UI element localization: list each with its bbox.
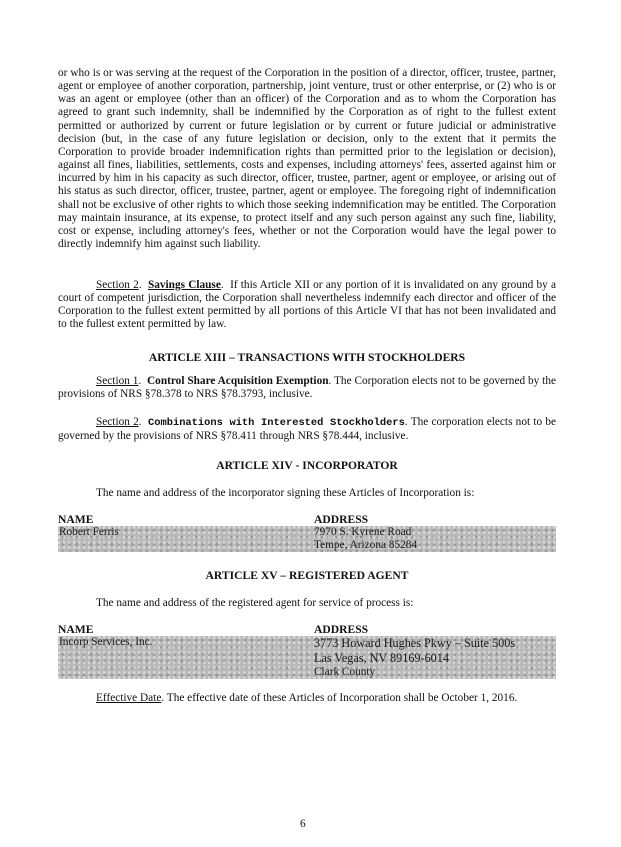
control-share-paragraph: Section 1. Control Share Acquisition Exemption. The Corporation elects not to be governed by the provisions of NRS §78.378 to NRS §78.3793, inclusive. [58,375,556,401]
combinations-title: Combinations with Interested Stockholders [148,417,405,429]
incorporator-name-header: NAME [58,513,94,526]
registered-agent-intro: The name and address of the registered agent for service of process is: [96,597,414,609]
effective-date-paragraph: Effective Date. The effective date of these Articles of Incorporation shall be October 1, 2016. [96,692,518,704]
section-2-label: Section 2 [96,279,139,291]
incorporator-intro: The name and address of the incorporator signing these Articles of Incorporation is: [96,487,475,499]
effective-date-text: The effective date of these Articles of Incorporation shall be October 1, 2016. [166,692,518,704]
savings-clause-paragraph: Section 2. Savings Clause. If this Article XII or any portion of it is invalidated on any ground by a court of competent jurisdiction, the Corporation shall nevertheless indemnify each director and officer of the Corporation to the fullest extent permitted by all portions of this Article VI that has not been invalidated and to the fullest extent permitted by law. [58,279,556,331]
page-number: 6 [300,818,306,830]
combinations-text: The corporation elects not to be governed by the provisions of NRS §78.411 through NRS §78.444, inclusive. [58,416,556,443]
savings-clause-title: Savings Clause [147,279,221,291]
agent-address-line-3: Clark County [314,666,376,678]
article-15-heading: ARTICLE XV – REGISTERED AGENT [205,569,409,582]
article-14-heading: ARTICLE XIV - INCORPORATOR [216,459,398,472]
agent-name-header: NAME [58,623,94,636]
incorporator-shaded-block [58,526,556,552]
indemnification-paragraph: or who is or was serving at the request of the Corporation in the position of a director, officer, trustee, partner, agent or employee of another corporation, partnership, joint venture, trust or other enterprise, or (2) who is or was an agent or employee (other than an officer) of the Corporation and as to whom the Corporation has agreed to grant such indemnity, shall be indemnified by the Corporation as of right to the fullest extent permitted or authorized by current or future legislation or by current or future judicial or administrative decision (but, in the case of any future legislation or decision, only to the extent that it permits the Corporation to provide broader indemnification rights than permitted prior to the legislation or decision), against all fines, liabilities, settlements, costs and expenses, including attorneys' fees, asserted against him or incurred by him in his capacity as such director, officer, trustee, partner, agent or employee, or arising out of his status as such director, officer, trustee, partner, agent or employee. The foregoing right of indemnification shall not be exclusive of other rights to which those seeking indemnification may be entitled. The Corporation may maintain insurance, at its expense, to protect itself and any such person against any such fine, liability, cost or expense, including attorney's fees, whether or not the Corporation would have the legal power to directly indemnify him against such liability. [58,67,556,251]
control-share-text: The Corporation elects not to be governed by the provisions of NRS §78.378 to NRS §78.3793, inclusive. [58,375,556,401]
agent-name: Incorp Services, Inc. [59,636,153,648]
incorporator-name: Robert Ferris [59,526,119,538]
agent-address-line-2: Las Vegas, NV 89169-6014 [314,651,449,665]
article-13-section-2-label: Section 2 [96,416,139,428]
agent-address-header: ADDRESS [314,623,369,636]
article-13-section-1-label: Section 1 [96,375,139,387]
effective-date-label: Effective Date [96,692,162,704]
savings-clause-text: If this Article XII or any portion of it is invalidated on any ground by a court of competent jurisdiction, the Corporation shall nevertheless indemnify each director and officer of the Corporation to the fullest extent permitted by all portions of this Article VI that has not been invalidated and to the fullest extent permitted by law. [58,279,556,331]
combinations-paragraph: Section 2. Combinations with Interested Stockholders. The corporation elects not to be governed by the provisions of NRS §78.411 through NRS §78.444, inclusive. [58,416,556,443]
control-share-title: Control Share Acquisition Exemption [147,375,329,387]
agent-address-line-1: 3773 Howard Hughes Pkwy – Suite 500s [314,636,516,650]
incorporator-address-header: ADDRESS [314,513,369,526]
incorporator-address-line-2: Tempe, Arizona 85284 [314,539,418,551]
incorporator-address-line-1: 7970 S. Kyrene Road [314,526,412,538]
article-13-heading: ARTICLE XIII – TRANSACTIONS WITH STOCKHOLDERS [148,351,466,364]
